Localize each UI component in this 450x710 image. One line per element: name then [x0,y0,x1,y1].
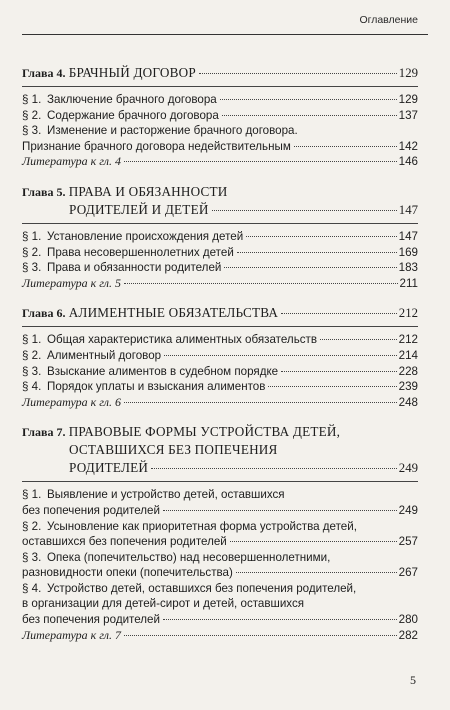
chapter-title-text [22,185,228,199]
dot-leader [212,210,397,211]
section-line [22,245,418,261]
section-rule [22,481,418,482]
section-text [22,582,356,595]
dot-leader [124,635,397,636]
section-page: 267 [398,566,418,580]
chapter-page: 129 [398,66,418,80]
section-title: в организации для детей-сирот и детей, оставшихся [22,597,305,611]
chapter-title-text [22,425,340,439]
section-title: Установление происхождения детей [47,229,244,243]
section-title: Права несовершеннолетних детей [47,245,234,259]
section-page: 214 [398,348,418,362]
section-page: 137 [398,108,418,122]
chapter-title-line [22,183,418,201]
section-list [22,332,418,410]
section-number: § 2. [22,108,42,122]
section-list [22,229,418,291]
section-text [22,534,227,550]
literature-line [22,276,418,292]
section-title: без попечения родителей [22,503,160,517]
section-title: Порядок уплаты и взыскания алиментов [47,380,266,394]
section-text [22,364,278,380]
header-rule [22,34,428,35]
section-text [22,488,285,501]
section-line [22,596,418,612]
chapter-title-text [69,459,148,477]
section-text [22,229,243,245]
dot-leader [151,468,397,469]
chapter-title: ОСТАВШИХСЯ БЕЗ ПОПЕЧЕНИЯ [69,442,278,458]
page-number: 5 [410,673,416,687]
section-text [22,260,221,276]
section-line [22,503,418,519]
section-line [22,260,418,276]
chapter-title: РОДИТЕЛЕЙ [69,460,149,476]
chapter-heading [22,64,418,82]
section-title: Признание брачного договора недействительным [22,139,291,153]
section-line [22,550,418,566]
dot-leader [222,115,397,116]
chapter-label: Глава 7. [22,425,66,440]
section-line [22,519,418,535]
chapter-page: 212 [398,306,418,321]
chapter-title-line [22,423,418,441]
section-page: 169 [398,245,418,259]
section-text [22,503,160,519]
section-number: § 4. [22,581,42,595]
chapter-heading [22,304,418,322]
section-line [22,332,418,348]
literature-label: Литература к гл. 5 [22,275,122,290]
section-title: Содержание брачного договора [47,108,219,122]
chapter-block [22,423,418,643]
chapter-title-text [69,201,209,219]
chapter-heading [22,423,418,477]
literature-label: Литература к гл. 7 [22,627,122,642]
section-number: § 1. [22,488,42,502]
section-title: без попечения родителей [22,613,160,627]
section-line [22,612,418,628]
section-title: Опека (попечительство) над несовершеннолетними, [47,550,331,564]
chapter-block [22,304,418,410]
section-page: 129 [398,93,418,106]
chapter-heading [22,183,418,219]
section-title: Заключение брачного договора [47,93,217,106]
section-number: § 2. [22,348,42,362]
dot-leader [124,161,397,162]
dot-leader [237,252,397,253]
section-title: Взыскание алиментов в судебном порядке [47,364,279,378]
literature-page: 282 [398,628,418,642]
section-line [22,565,418,581]
chapter-title-text [69,443,278,457]
section-line [22,379,418,395]
chapter-title: АЛИМЕНТНЫЕ ОБЯЗАТЕЛЬСТВА [68,305,279,321]
section-line [22,92,418,108]
section-rule [22,326,418,327]
chapter-label: Глава 6. [22,306,66,321]
section-number: § 3. [22,261,42,275]
chapter-title: ПРАВОВЫЕ ФОРМЫ УСТРОЙСТВА ДЕТЕЙ, [68,424,341,440]
literature-page: 248 [398,395,418,409]
section-text [22,520,357,533]
section-line [22,348,418,364]
chapter-title: РОДИТЕЛЕЙ И ДЕТЕЙ [69,201,209,217]
section-rule [22,223,418,224]
running-title: Оглавление [359,14,418,26]
section-title: Права и обязанности родителей [47,261,222,275]
section-number: § 1. [22,93,42,106]
dot-leader [230,541,397,542]
literature-line [22,628,418,644]
section-line [22,487,418,503]
section-line [22,364,418,380]
section-text [22,332,317,348]
section-number: § 2. [22,519,42,533]
section-page: 147 [398,229,418,243]
section-line [22,581,418,597]
chapter-block [22,183,418,291]
section-list [22,487,418,643]
section-page: 183 [398,261,418,275]
dot-leader [281,371,397,372]
section-text [22,108,219,124]
dot-leader [164,355,397,356]
section-text [22,245,234,261]
chapter-title-text [22,64,196,82]
section-number: § 1. [22,229,42,243]
section-text [22,348,161,364]
chapter-title-line [22,64,418,82]
dot-leader [246,236,396,237]
section-text [22,139,291,155]
section-text [22,565,233,581]
section-line [22,534,418,550]
table-of-contents [22,64,418,656]
dot-leader [268,386,396,387]
section-page: 239 [398,380,418,394]
section-list [22,92,418,170]
section-title: Устройство детей, оставшихся без попечения родителей, [47,581,357,595]
chapter-title: ПРАВА И ОБЯЗАННОСТИ [68,183,228,199]
literature-page: 146 [398,155,418,169]
dot-leader [199,73,397,74]
section-line [22,139,418,155]
section-title: Общая характеристика алиментных обязательств [47,333,317,347]
section-number: § 3. [22,550,42,564]
chapter-page: 147 [398,202,418,217]
section-title: Алиментный договор [47,348,162,362]
section-number: § 3. [22,124,42,138]
section-page: 280 [398,613,418,627]
literature-page: 211 [399,276,418,290]
chapter-page: 249 [398,461,418,476]
section-page: 249 [398,503,418,517]
section-line [22,229,418,245]
chapter-title-line [22,441,418,459]
section-page: 212 [398,333,418,347]
literature-label: Литература к гл. 4 [22,154,122,169]
section-text [22,92,217,108]
literature-line [22,395,418,411]
dot-leader [163,619,397,620]
dot-leader [320,339,397,340]
section-text [22,597,304,610]
literature-line [22,154,418,170]
section-line [22,108,418,124]
section-number: § 4. [22,380,42,394]
section-title: оставшихся без попечения родителей [22,535,227,549]
dot-leader [281,313,397,314]
dot-leader [294,146,397,147]
section-title: Выявление и устройство детей, оставшихся [47,488,285,502]
dot-leader [220,99,397,100]
section-title: разновидности опеки (попечительства) [22,566,233,580]
chapter-block [22,64,418,170]
section-page: 142 [398,139,418,153]
chapter-label: Глава 5. [22,184,66,199]
section-number: § 2. [22,245,42,259]
section-text [22,612,160,628]
section-number: § 3. [22,364,42,378]
section-page: 257 [398,535,418,549]
section-page: 228 [398,364,418,378]
chapter-title-line [22,459,418,477]
dot-leader [224,267,396,268]
dot-leader [124,402,397,403]
chapter-title: БРАЧНЫЙ ДОГОВОР [68,65,196,80]
section-text [22,124,298,137]
dot-leader [124,283,397,284]
dot-leader [236,572,397,573]
chapter-label: Глава 4. [22,66,66,80]
section-number: § 1. [22,333,42,347]
section-title: Изменение и расторжение брачного договора. [47,124,298,138]
section-rule [22,86,418,87]
chapter-title-line [22,201,418,219]
chapter-title-line [22,304,418,322]
section-line [22,123,418,139]
dot-leader [163,510,397,511]
section-text [22,551,330,564]
chapter-title-text [22,304,278,322]
section-title: Усыновление как приоритетная форма устройства детей, [47,519,357,533]
section-text [22,379,265,395]
literature-label: Литература к гл. 6 [22,394,122,409]
